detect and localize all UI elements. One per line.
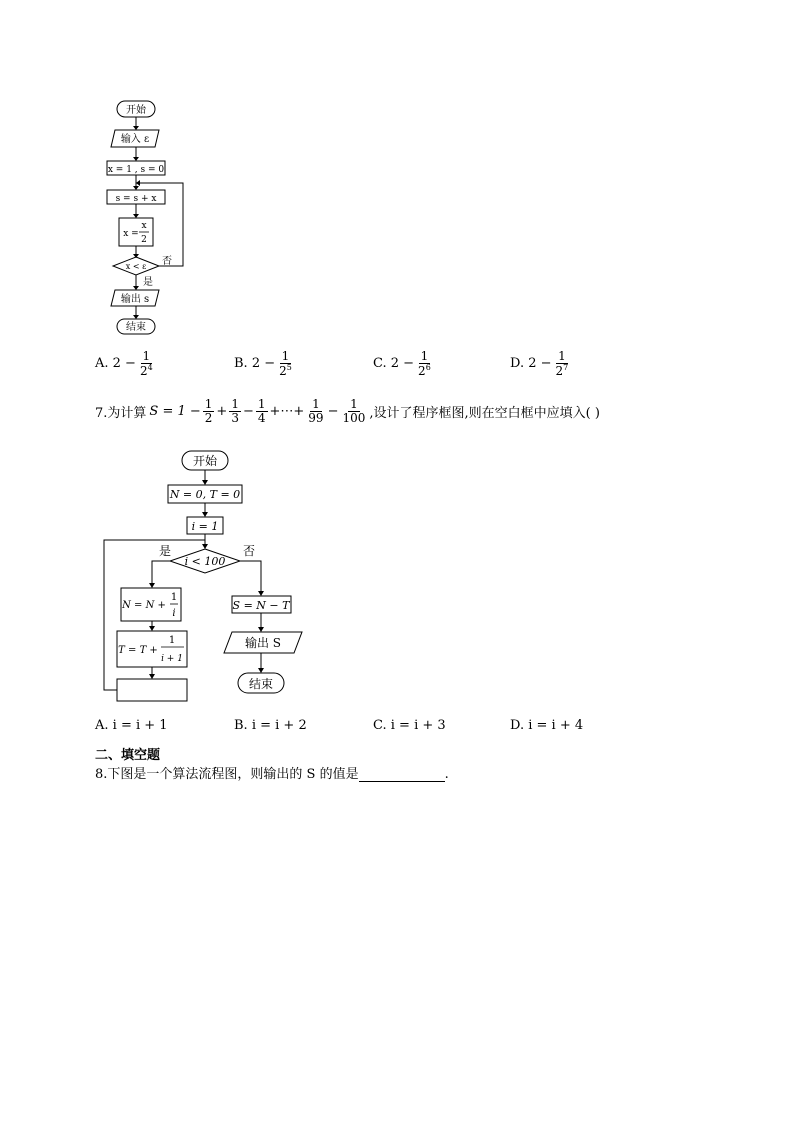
flow1-output-label: 输出 s [120, 294, 150, 305]
flow2-blank-box[interactable] [117, 679, 187, 701]
q8-question: 8.下图是一个算法流程图，则输出的 S 的值是 . [95, 767, 449, 782]
q7-question: 7.为计算 S = 1 − $\frac{1}{2}$ + $\frac{1}{3}$ − $\frac{1}{4}$ +⋯+ $\frac{1}{99}$ − $\frac{1}{100}$ ,设计了程序框图,则在空白框中应填入( ) [95, 397, 600, 425]
flow2-init-label: N = 0, T = 0 [169, 488, 241, 501]
q6-option-b: B. 2 − $\frac{1}{2^5}$ [234, 349, 292, 378]
q7-option-a: A. i = i + 1 [95, 718, 168, 733]
flow2-t-num: 1 [168, 635, 176, 646]
flowchart-1 [95, 95, 205, 340]
flow1-init-label: x = 1 , s = 0 [107, 165, 165, 175]
flow2-n-den: i [172, 608, 176, 619]
q7-option-d: D. i = i + 4 [510, 718, 584, 733]
flow1-step2-den: 2 [141, 235, 147, 245]
flow2-n-num: 1 [170, 592, 178, 603]
q8-answer-blank[interactable] [359, 769, 445, 782]
flow1-end-label: 结束 [126, 322, 146, 333]
flow1-condition-label: x < ε [125, 262, 147, 271]
flow2-end-label: 结束 [248, 677, 274, 691]
flowchart-2 [95, 445, 315, 705]
flow2-condition-label: i < 100 [184, 555, 226, 568]
flow1-step2-left: x = [123, 229, 139, 239]
flow2-n-left: N = N + [122, 600, 166, 611]
flow2-output-label: 输出 S [244, 636, 282, 650]
flow2-yes-label: 是 [158, 544, 172, 558]
section-title: 二、填空题 [95, 748, 161, 763]
flow1-step2-num: x [141, 221, 147, 231]
flow2-t-left: T = T + [118, 645, 158, 656]
flow2-no-label: 否 [242, 544, 256, 558]
flow1-start-label: 开始 [126, 105, 146, 116]
flow2-i-init-label: i = 1 [191, 520, 219, 533]
q6-option-d: D. 2 − $\frac{1}{2^7}$ [510, 349, 569, 378]
flow2-t-den: i + 1 [161, 654, 183, 664]
flow1-step1-label: s = s + x [115, 194, 157, 204]
flow1-input-label: 输入 ε [120, 134, 150, 145]
flow1-no-label: 否 [162, 256, 172, 267]
flow1-yes-label: 是 [143, 277, 153, 288]
q6-option-a: A. 2 − $\frac{1}{2^4}$ [95, 349, 153, 378]
q7-option-c: C. i = i + 3 [373, 718, 446, 733]
q6-option-c: C. 2 − $\frac{1}{2^6}$ [373, 349, 431, 378]
flow2-s-label: S = N − T [232, 599, 290, 612]
q7-option-b: B. i = i + 2 [234, 718, 307, 733]
flow2-start-label: 开始 [192, 454, 218, 468]
